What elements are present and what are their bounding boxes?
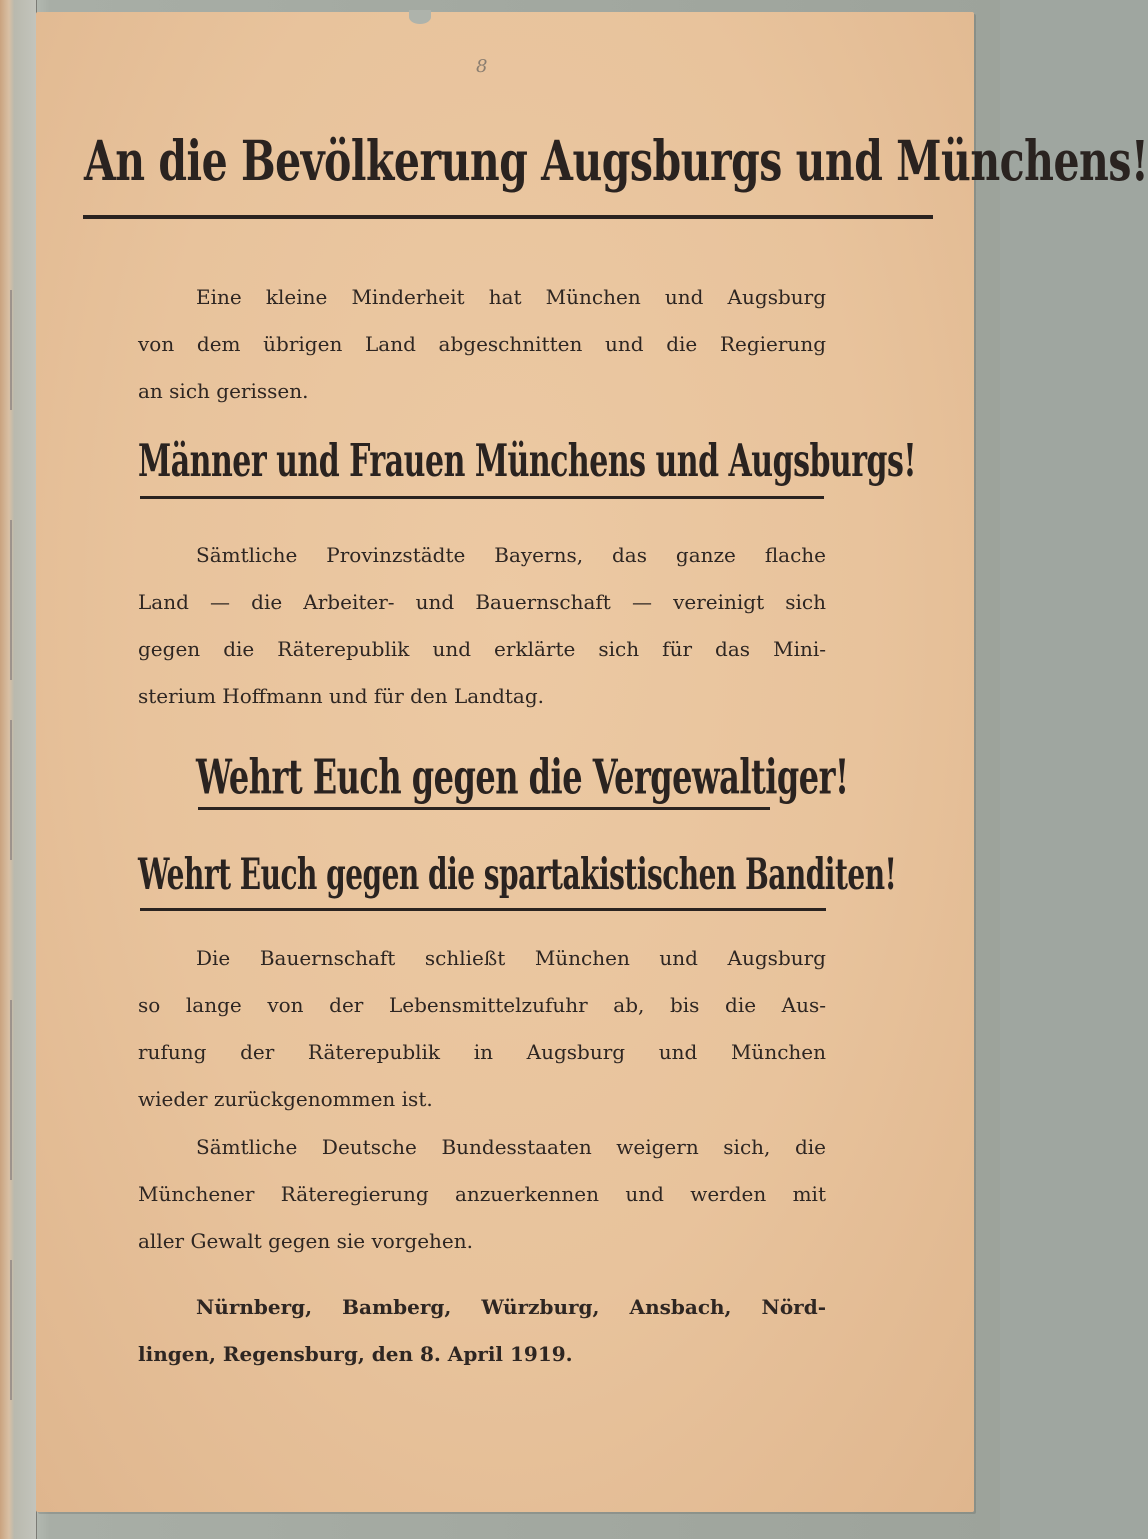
handwriting-mark xyxy=(10,1260,28,1400)
text-line: rufung der Räterepublik in Augsburg und München xyxy=(138,1040,826,1064)
page-title: An die Bevölkerung Augsburgs und Münchens! xyxy=(84,128,1148,194)
signature-line: Nürnberg, Bamberg, Würzburg, Ansbach, Nörd- xyxy=(196,1295,826,1319)
adjacent-page-edge xyxy=(0,0,37,1539)
text-line: Sämtliche Deutsche Bundesstaaten weigern sich, die xyxy=(196,1135,826,1159)
text-line: aller Gewalt gegen sie vorgehen. xyxy=(138,1229,473,1253)
torn-notch xyxy=(409,10,431,24)
handwriting-mark xyxy=(10,1000,28,1180)
handwriting-mark xyxy=(10,720,28,860)
text-line: Eine kleine Minderheit hat München und Augsburg xyxy=(196,285,826,309)
text-line: von dem übrigen Land abgeschnitten und die Regierung xyxy=(138,332,826,356)
signature-block xyxy=(138,1284,826,1378)
handwriting-mark xyxy=(10,290,28,410)
handwriting-mark xyxy=(10,520,28,680)
text-line: an sich gerissen. xyxy=(138,379,309,403)
text-line: sterium Hoffmann und für den Landtag. xyxy=(138,684,545,708)
text-line: Münchener Räteregierung anzuerkennen und werden mit xyxy=(138,1182,826,1206)
states-paragraph xyxy=(138,1124,826,1265)
title-underline xyxy=(83,215,933,219)
intro-paragraph xyxy=(138,274,826,415)
section-heading: Wehrt Euch gegen die Vergewaltiger! xyxy=(196,748,849,806)
heading-underline xyxy=(140,496,824,499)
text-line: wieder zurückgenommen ist. xyxy=(138,1087,433,1111)
blockade-paragraph xyxy=(138,935,826,1123)
text-line: gegen die Räterepublik und erklärte sich für das Mini- xyxy=(138,637,826,661)
leaflet-sheet xyxy=(36,12,1148,1512)
signature-line: lingen, Regensburg, den 8. April 1919. xyxy=(138,1342,573,1366)
section-heading: Männer und Frauen Münchens und Augsburgs! xyxy=(138,435,917,488)
pencil-page-number: 8 xyxy=(476,56,488,77)
text-line: Sämtliche Provinzstädte Bayerns, das ganze flache xyxy=(196,543,826,567)
provinces-paragraph xyxy=(138,532,826,720)
text-line: so lange von der Lebensmittelzufuhr ab, bis die Aus- xyxy=(138,993,826,1017)
heading-underline xyxy=(140,908,826,911)
text-line: Land — die Arbeiter- und Bauernschaft — vereinigt sich xyxy=(138,590,826,614)
section-heading: Wehrt Euch gegen die spartakistischen Banditen! xyxy=(138,848,897,901)
heading-underline xyxy=(198,807,770,810)
text-line: Die Bauernschaft schließt München und Augsburg xyxy=(196,946,826,970)
